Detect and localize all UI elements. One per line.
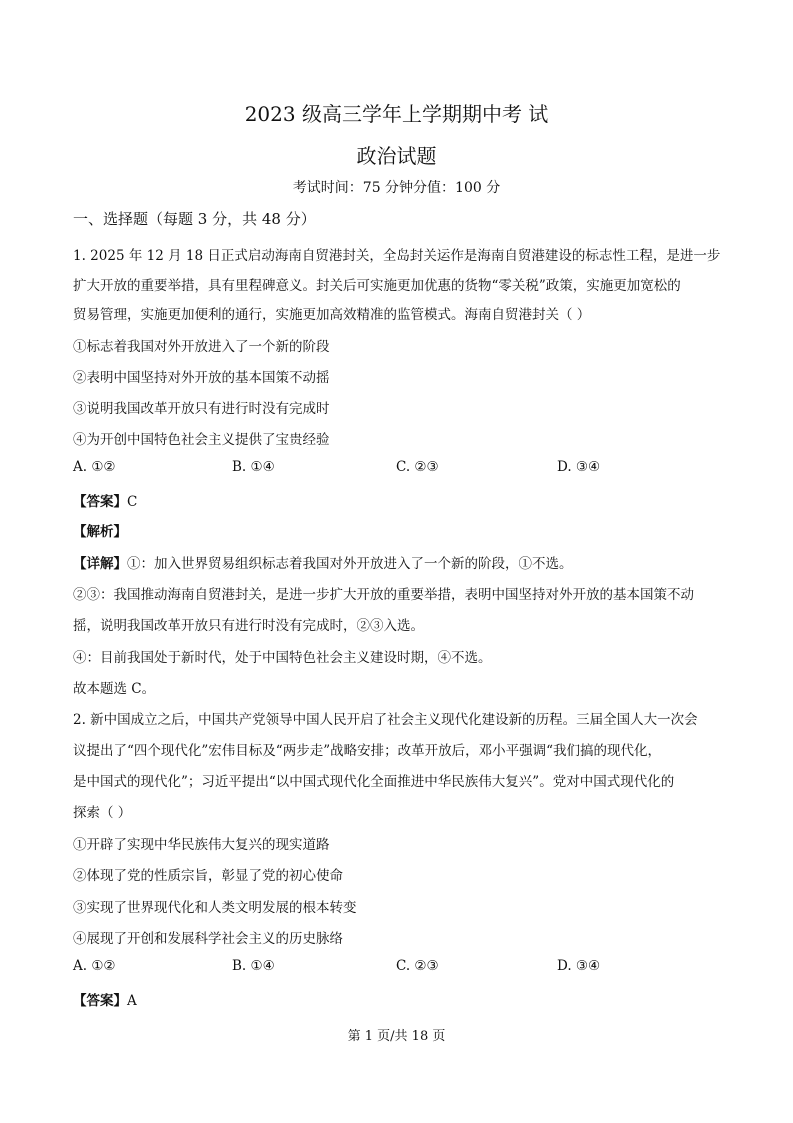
detail-tag: 【详解】	[73, 556, 127, 572]
q1-option-a: A. ①②	[73, 459, 116, 475]
q1-item: ③说明我国改革开放只有进行时没有完成时	[73, 401, 330, 417]
q1-detail-line	[73, 552, 573, 572]
q1-detail-line: 摇，说明我国改革开放只有进行时没有完成时，②③入选。	[73, 618, 424, 634]
q1-detail-line: ④：目前我国处于新时代，处于中国特色社会主义建设时期，④不选。	[73, 650, 492, 666]
analysis-tag: 【解析】	[73, 524, 127, 540]
page-footer: 第 1 页/共 18 页	[347, 1029, 446, 1044]
q2-stem-line: 探索（ ）	[73, 805, 132, 821]
q1-answer	[73, 490, 137, 510]
answer-tag: 【答案】	[73, 494, 127, 510]
q2-stem-line: 是中国式的现代化”；习近平提出“以中国式现代化全面推进中华民族伟大复兴”。党对中国式现代化的	[73, 774, 675, 790]
q2-option-c: C. ②③	[396, 958, 439, 974]
q2-item: ③实现了世界现代化和人类文明发展的根本转变	[73, 900, 357, 916]
q1-stem-line: 1. 2025 年 12 月 18 日正式启动海南自贸港封关，全岛封关运作是海南自贸港建设的标志性工程，是进一步	[73, 248, 721, 264]
q1-analysis-tag	[73, 520, 127, 540]
q2-stem-line: 2. 新中国成立之后，中国共产党领导中国人民开启了社会主义现代化建设新的历程。三届全国人大一次会	[73, 712, 698, 728]
q2-item: ①开辟了实现中华民族伟大复兴的现实道路	[73, 837, 330, 853]
q1-option-b: B. ①④	[232, 459, 275, 475]
answer-value: C	[127, 494, 138, 510]
section-heading: 一、选择题（每题 3 分，共 48 分）	[73, 210, 316, 228]
answer-tag: 【答案】	[73, 993, 127, 1009]
q1-item: ②表明中国坚持对外开放的基本国策不动摇	[73, 370, 330, 386]
exam-meta: 考试时间：75 分钟分值：100 分	[292, 180, 501, 196]
q2-option-b: B. ①④	[232, 958, 275, 974]
detail-text: ①：加入世界贸易组织标志着我国对外开放进入了一个新的阶段，①不选。	[127, 556, 573, 572]
q1-detail-line: 故本题选 C。	[73, 681, 156, 697]
q2-item: ②体现了党的性质宗旨，彰显了党的初心使命	[73, 868, 343, 884]
q2-stem-line: 议提出了“四个现代化”宏伟目标及“两步走”战略安排；改革开放后，邓小平强调“我们搞的现代化，	[73, 743, 662, 759]
q1-option-c: C. ②③	[396, 459, 439, 475]
q1-detail-line: ②③：我国推动海南自贸港封关，是进一步扩大开放的重要举措，表明中国坚持对外开放的基本国策不动	[73, 587, 694, 603]
q1-stem-line: 贸易管理，实施更加便利的通行，实施更加高效精准的监管模式。海南自贸港封关（ ）	[73, 307, 591, 323]
q1-item: ④为开创中国特色社会主义提供了宝贵经验	[73, 432, 330, 448]
q1-stem-line: 扩大开放的重要举措，具有里程碑意义。封关后可实施更加优惠的货物“零关税”政策，实施更加宽松的	[73, 278, 681, 294]
subject-title: 政治试题	[356, 144, 437, 168]
q2-option-d: D. ③④	[557, 958, 601, 974]
answer-value: A	[127, 993, 137, 1009]
exam-title: 2023 级高三学年上学期期中考 试	[244, 102, 549, 126]
q1-option-d: D. ③④	[557, 459, 601, 475]
q1-item: ①标志着我国对外开放进入了一个新的阶段	[73, 339, 330, 355]
q2-option-a: A. ①②	[73, 958, 116, 974]
q2-item: ④展现了开创和发展科学社会主义的历史脉络	[73, 931, 343, 947]
q2-answer	[73, 989, 137, 1009]
